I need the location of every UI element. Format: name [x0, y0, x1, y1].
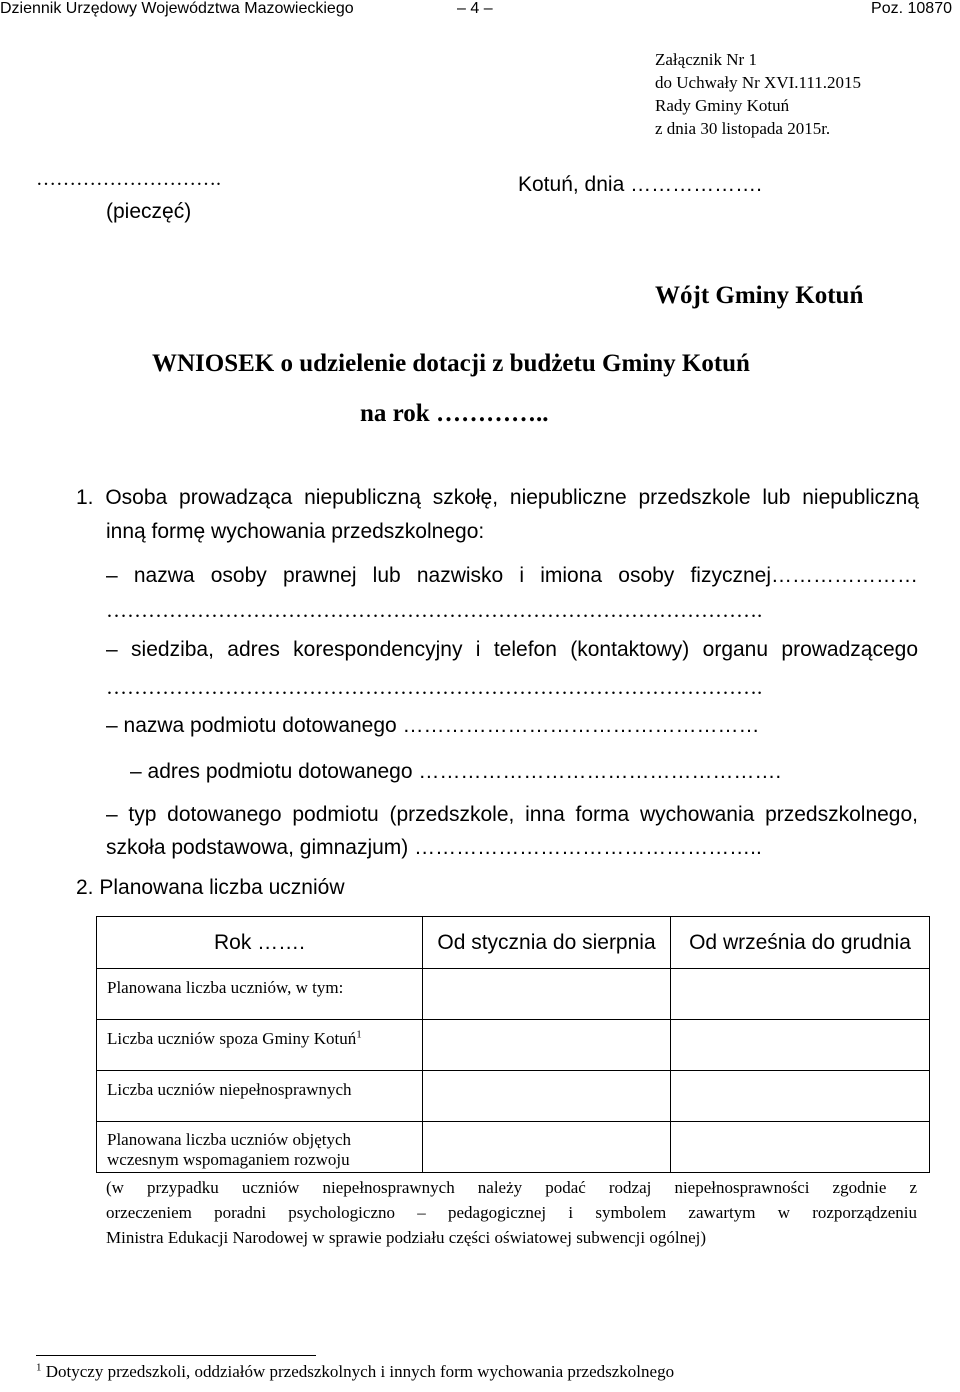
cell-disabled-jan-aug[interactable] [423, 1071, 671, 1122]
planned-students-table [96, 916, 930, 1173]
footnote-ref: 1 [356, 1028, 362, 1041]
column-header-year: Rok ……. [97, 917, 423, 969]
field-entity-type: – typ dotowanego podmiotu (przedszkole, inna forma wychowania przedszkolnego, [106, 803, 918, 826]
column-header-sep-dec: Od września do grudnia [671, 917, 930, 969]
page-number: – 4 – [457, 0, 493, 17]
position-number: Poz. 10870 [871, 0, 952, 17]
stamp-dots: ………………………. [36, 168, 221, 190]
form-year: na rok ………….. [360, 400, 549, 427]
field-owner-address-dots: …………………………………………………………………………………. [106, 675, 763, 699]
field-owner-name-dots: …………………………………………………………………………………. [106, 598, 763, 622]
section1-intro-cont: inną formę wychowania przedszkolnego: [106, 520, 485, 543]
table-row [97, 1020, 930, 1071]
disability-note [106, 1175, 917, 1250]
annex-line-3: Rady Gminy Kotuń [655, 96, 790, 115]
note-line-2: orzeczeniem poradni psychologiczno – pedagogicznej i symbolem zawartym w rozporządzeniu [106, 1203, 917, 1222]
field-entity-type-cont: szkoła podstawowa, gimnazjum) ………………………………………….. [106, 836, 762, 859]
cell-early-support-jan-aug[interactable] [423, 1122, 671, 1173]
cell-disabled-sep-dec[interactable] [671, 1071, 930, 1122]
table-row [97, 1122, 930, 1173]
form-title: WNIOSEK o udzielenie dotacji z budżetu Gminy Kotuń [152, 350, 750, 377]
row-label-early-support-line-1: Planowana liczba uczniów objętych [107, 1130, 352, 1149]
addressee: Wójt Gminy Kotuń [655, 282, 864, 309]
field-owner-name: – nazwa osoby prawnej lub nazwisko i imiona osoby fizycznej………………… [106, 564, 918, 587]
column-header-jan-aug: Od stycznia do sierpnia [423, 917, 671, 969]
footnote [36, 1362, 674, 1382]
row-label-early-support-line-2: wczesnym wspomaganiem rozwoju [107, 1150, 350, 1169]
section2-heading: 2. Planowana liczba uczniów [76, 876, 345, 899]
annex-line-4: z dnia 30 listopada 2015r. [655, 119, 831, 138]
cell-outside-sep-dec[interactable] [671, 1020, 930, 1071]
note-line-1: (w przypadku uczniów niepełnosprawnych należy podać rodzaj niepełnosprawności zgodnie z [106, 1178, 917, 1197]
cell-planned-jan-aug[interactable] [423, 969, 671, 1020]
field-owner-address: – siedziba, adres korespondencyjny i telefon (kontaktowy) organu prowadzącego [106, 638, 918, 661]
footnote-number: 1 [36, 1361, 42, 1374]
stamp-label: (pieczęć) [106, 200, 192, 223]
footnote-separator [36, 1355, 316, 1356]
row-label-planned: Planowana liczba uczniów, w tym: [97, 969, 423, 1020]
footnote-text: Dotyczy przedszkoli, oddziałów przedszkolnych i innych form wychowania przedszkolnego [45, 1362, 675, 1381]
table-header-row [97, 917, 930, 969]
field-entity-name: – nazwa podmiotu dotowanego …………………………………………… [106, 714, 760, 737]
row-label-outside-commune [97, 1020, 423, 1071]
journal-title: Dziennik Urzędowy Województwa Mazowieckiego [0, 0, 354, 17]
cell-planned-sep-dec[interactable] [671, 969, 930, 1020]
annex-line-1: Załącznik Nr 1 [655, 50, 757, 69]
cell-early-support-sep-dec[interactable] [671, 1122, 930, 1173]
row-label-outside-commune-text: Liczba uczniów spoza Gminy Kotuń [107, 1029, 357, 1048]
field-entity-address: – adres podmiotu dotowanego ……………………………………………. [130, 760, 782, 783]
table-row [97, 1071, 930, 1122]
place-date: Kotuń, dnia ………………. [518, 173, 762, 196]
cell-outside-jan-aug[interactable] [423, 1020, 671, 1071]
row-label-disabled: Liczba uczniów niepełnosprawnych [97, 1071, 423, 1122]
row-label-early-support [97, 1122, 423, 1173]
table-row [97, 969, 930, 1020]
note-line-3: Ministra Edukacji Narodowej w sprawie podziału części oświatowej subwencji ogólnej) [106, 1228, 707, 1247]
section1-intro: 1. Osoba prowadząca niepubliczną szkołę, niepubliczne przedszkole lub niepubliczną [76, 486, 919, 509]
annex-line-2: do Uchwały Nr XVI.111.2015 [655, 73, 862, 92]
